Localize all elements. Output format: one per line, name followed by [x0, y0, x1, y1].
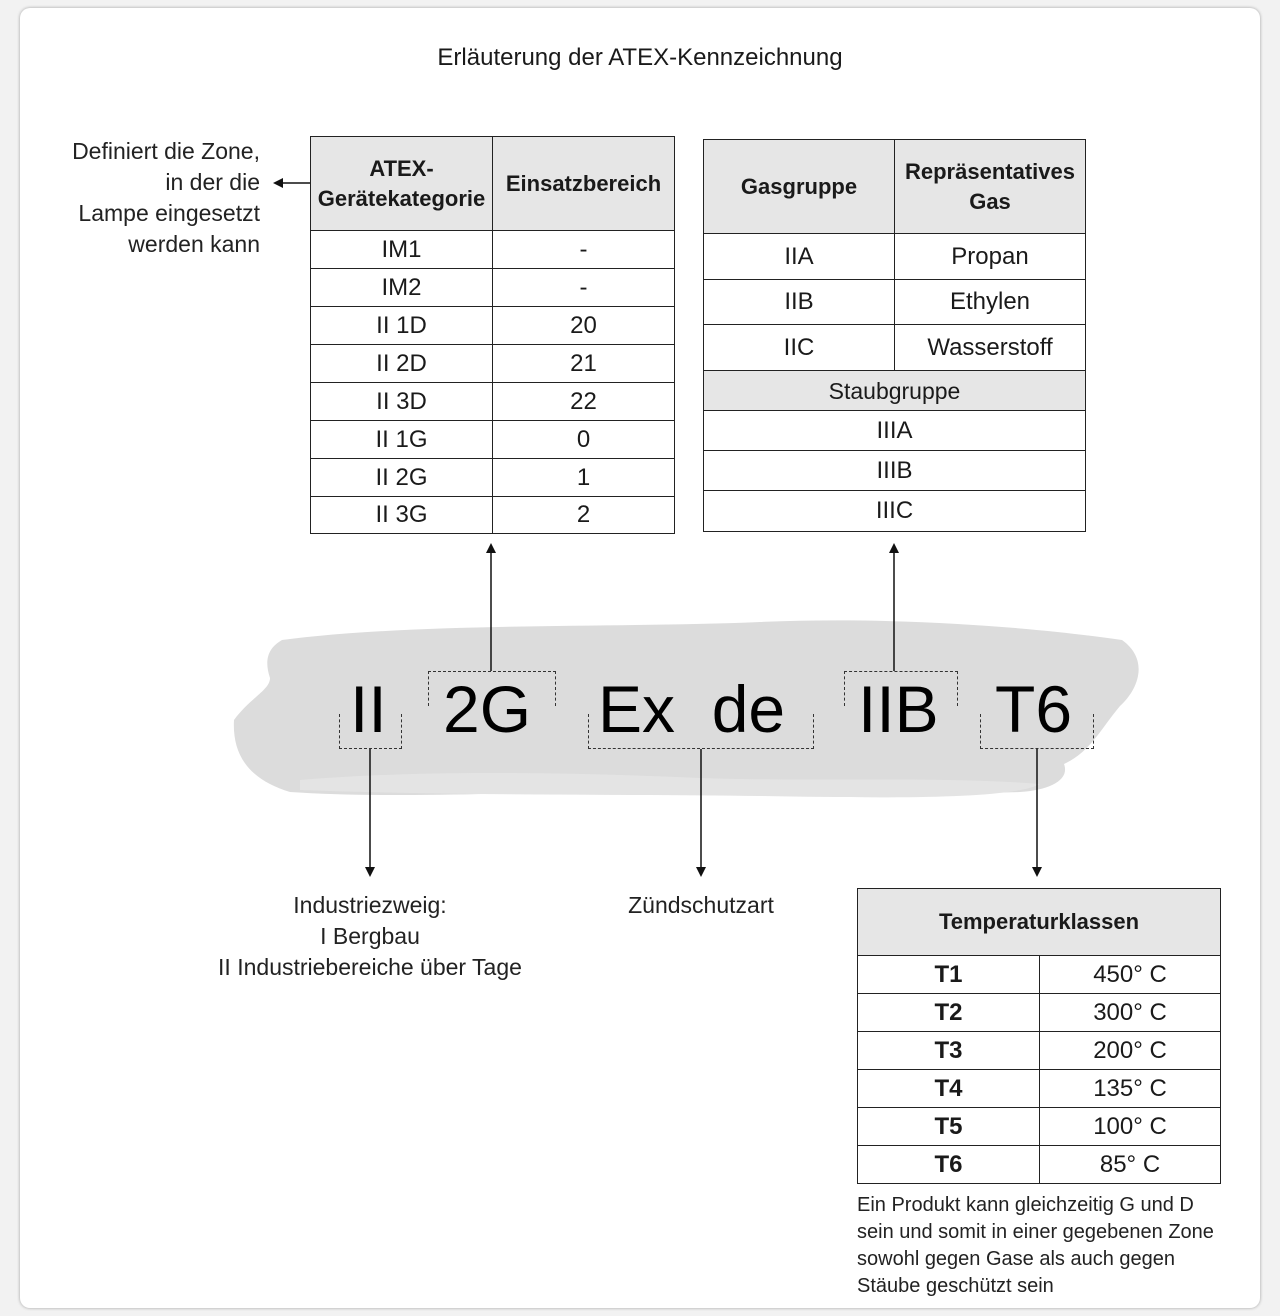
table-cell: T6: [858, 1146, 1040, 1184]
dust-group-header: Staubgruppe: [704, 371, 1086, 411]
table-cell: Propan: [895, 234, 1086, 280]
marking-temp-class: T6: [995, 672, 1073, 746]
table-row: [858, 1070, 1221, 1108]
table-cell: II 1D: [311, 307, 493, 345]
industry-note-line: I Bergbau: [320, 923, 420, 949]
footnote-line: Ein Produkt kann gleichzeitig G und D: [857, 1194, 1194, 1216]
gas-table-header-group: Gasgruppe: [704, 140, 895, 234]
marking-protection: Ex de: [598, 672, 786, 746]
table-cell: 1: [493, 459, 675, 497]
header-line: ATEX-: [369, 155, 434, 181]
table-cell: 100° C: [1040, 1108, 1221, 1146]
table-cell: IM1: [311, 231, 493, 269]
industry-note-line: Industriezweig:: [293, 892, 447, 918]
table-cell: 200° C: [1040, 1032, 1221, 1070]
table-cell: IIA: [704, 234, 895, 280]
marking-category: 2G: [443, 672, 532, 746]
table-cell: T2: [858, 994, 1040, 1032]
protection-note: Zündschutzart: [628, 892, 774, 918]
industry-note-line: II Industriebereiche über Tage: [218, 954, 522, 980]
footnote-line: Stäube geschützt sein: [857, 1275, 1054, 1297]
table-cell: 21: [493, 345, 675, 383]
header-line: Gerätekategorie: [317, 185, 486, 211]
table-cell: IIIC: [704, 491, 1086, 532]
table-cell: 20: [493, 307, 675, 345]
table-cell: IIC: [704, 325, 895, 371]
zone-note-line: in der die: [165, 169, 260, 195]
header-line: Gas: [969, 188, 1011, 214]
table-cell: II 1G: [311, 421, 493, 459]
temp-table-header: Temperaturklassen: [858, 889, 1221, 956]
table-cell: IIIA: [704, 411, 1086, 451]
table-cell: IIIB: [704, 451, 1086, 491]
table-cell: 450° C: [1040, 956, 1221, 994]
zone-note-line: Definiert die Zone,: [72, 138, 260, 164]
table-cell: 22: [493, 383, 675, 421]
footnote-line: sein und somit in einer gegebenen Zone: [857, 1221, 1214, 1243]
table-cell: 2: [493, 497, 675, 534]
table-row: [858, 1032, 1221, 1070]
table-cell: Wasserstoff: [895, 325, 1086, 371]
table-cell: IM2: [311, 269, 493, 307]
table-cell: -: [493, 269, 675, 307]
footnote-line: sowohl gegen Gase als auch gegen: [857, 1248, 1176, 1270]
table-row: [858, 1146, 1221, 1184]
zone-note-line: Lampe eingesetzt: [78, 200, 260, 226]
temperature-class-table: [857, 888, 1221, 1184]
table-row: [858, 956, 1221, 994]
zone-note-line: werden kann: [128, 231, 260, 257]
table-cell: T3: [858, 1032, 1040, 1070]
table-cell: II 2G: [311, 459, 493, 497]
table-cell: IIB: [704, 280, 895, 325]
table-cell: T4: [858, 1070, 1040, 1108]
header-line: Repräsentatives: [905, 158, 1075, 184]
device-table-header-area: Einsatzbereich: [493, 137, 675, 231]
table-cell: -: [493, 231, 675, 269]
industry-note: [170, 890, 570, 983]
table-cell: 135° C: [1040, 1070, 1221, 1108]
table-cell: II 3D: [311, 383, 493, 421]
table-cell: T5: [858, 1108, 1040, 1146]
table-row: [858, 1108, 1221, 1146]
table-cell: II 2D: [311, 345, 493, 383]
table-cell: T1: [858, 956, 1040, 994]
marking-industry: II: [350, 672, 387, 746]
table-cell: 0: [493, 421, 675, 459]
table-row: [858, 994, 1221, 1032]
table-cell: 300° C: [1040, 994, 1221, 1032]
diagram-title: Erläuterung der ATEX-Kennzeichnung: [437, 44, 843, 71]
table-cell: 85° C: [1040, 1146, 1221, 1184]
marking-gas-group: IIB: [858, 672, 939, 746]
footnote: [857, 1192, 1237, 1300]
table-cell: II 3G: [311, 497, 493, 534]
table-cell: Ethylen: [895, 280, 1086, 325]
